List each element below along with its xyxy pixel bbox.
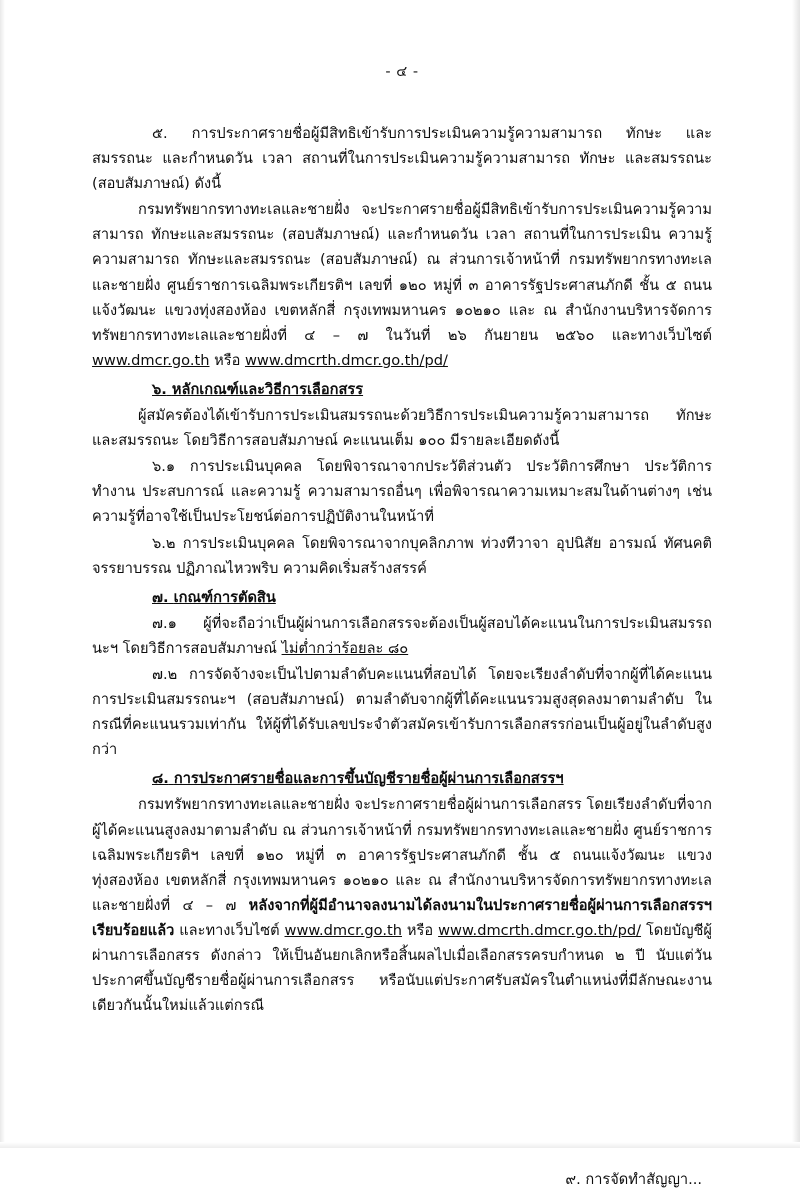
section-7-item-1-underlined: ไม่ต่ำกว่าร้อยละ ๘๐ (281, 639, 409, 657)
footer-note: ๙. การจัดทำสัญญา... (565, 1171, 702, 1189)
section-7-heading-text: เกณฑ์การตัดสิน (173, 588, 276, 606)
dmcr-link-2[interactable]: www.dmcr.go.th (284, 921, 402, 939)
section-8-heading-text: การประกาศรายชื่อและการขึ้นบัญชีรายชื่อผู้ผ่านการเลือกสรรฯ (173, 770, 564, 788)
section-7-item-1-text: ๗.๑ ผู้ที่จะถือว่าเป็นผู้ผ่านการเลือกสรรจะต้องเป็นผู้สอบได้คะแนนในการประเมินสมรรถนะฯ โดยวิธีการสอบสัมภาษณ์ (92, 614, 712, 657)
document-content (92, 60, 712, 1191)
section-8 (92, 766, 712, 1018)
section-7-item-1 (92, 611, 712, 661)
dmcrth-link-2[interactable]: www.dmcrth.dmcr.go.th/pd/ (438, 921, 642, 939)
link-conjunction-1: หรือ (209, 351, 245, 369)
link-conjunction-2: หรือ (401, 921, 439, 939)
page-number: - ๔ - (385, 64, 419, 80)
section-7-number: ๗. (152, 588, 169, 606)
section-8-bold-clause: หลังจากที่ผู้มีอำนาจลงนามได้ลงนามในประกาศรายชื่อผู้ผ่านการเลือกสรรฯ เรียบร้อยแล้ว (92, 896, 712, 939)
dmcrth-link-1[interactable]: www.dmcrth.dmcr.go.th/pd/ (244, 351, 448, 369)
section-7 (92, 585, 712, 763)
section-8-body-part-c: โดยบัญชีผู้ผ่านการเลือกสรร ดังกล่าว ให้เป็นอันยกเลิกหรือสิ้นผลไปเมื่อเลือกสรรครบกำหนด ๒ ปี นับแต่วันประกาศขึ้นบัญชีรายชื่อผู้ผ่านการเลือกสรร หรือนับแต่ประกาศรับสมัครในตำแหน่งที่มีลักษณะงานเดียวกันนั้นใหม่แล้วแต่กรณี (92, 921, 712, 1015)
section-6-intro: ผู้สมัครต้องได้เข้ารับการประเมินสมรรถนะด้วยวิธีการประเมินความรู้ความสามารถ ทักษะ และสมรรถนะ โดยวิธีการสอบสัมภาษณ์ คะแนนเต็ม ๑๐๐ มีรายละเอียดดังนี้ (92, 407, 712, 450)
section-5-body-text: กรมทรัพยากรทางทะเลและชายฝั่ง จะประกาศรายชื่อผู้มีสิทธิเข้ารับการประเมินความรู้ความสามารถ ทักษะและสมรรถนะ (สอบสัมภาษณ์) และกำหนดวัน เวลา สถานที่ในการประเมิน ความรู้ความสามารถ ทักษะและสมรรถนะ (สอบสัมภาษณ์) ณ ส่วนการเจ้าหน้าที่ กรมทรัพยากรทางทะเลและชายฝั่ง ศูนย์ราชการเฉลิมพระเกียรติฯ เลขที่ ๑๒๐ หมู่ที่ ๓ อาคารรัฐประศาสนภักดี ชั้น ๕ ถนนแจ้งวัฒนะ แขวงทุ่งสองห้อง เขตหลักสี่ กรุงเทพมหานคร ๑๐๒๑๐ และ ณ สำนักงานบริหารจัดการทรัพยากรทางทะเลและชายฝั่งที่ ๔ – ๗ ในวันที่ ๒๖ กันยายน ๒๕๖๐ และทางเว็บไซต์ (92, 201, 712, 344)
section-6-item-1: ๖.๑ การประเมินบุคคล โดยพิจารณาจากประวัติส่วนตัว ประวัติการศึกษา ประวัติการทำงาน ประสบการณ์ และความรู้ ความสามารถอื่นๆ เพื่อพิจารณาความเหมาะสมในด้านต่างๆ เช่น ความรู้ที่อาจใช้เป็นประโยชน์ต่อการปฏิบัติงานในหน้าที่ (92, 458, 712, 526)
section-7-item-2: ๗.๒ การจัดจ้างจะเป็นไปตามลำดับคะแนนที่สอบได้ โดยจะเรียงลำดับที่จากผู้ที่ได้คะแนนการประเมินสมรรถนะฯ (สอบสัมภาษณ์) ตามลำดับจากผู้ที่ได้คะแนนรวมสูงสุดลงมาตามลำดับ ในกรณีที่คะแนนรวมเท่ากัน ให้ผู้ที่ได้รับเลขประจำตัวสมัครเข้ารับการเลือกสรรก่อนเป็นผู้อยู่ในลำดับสูงกว่า (92, 665, 712, 759)
scan-edge-left (0, 0, 5, 1148)
section-7-heading (92, 585, 712, 610)
section-6-number: ๖. (152, 380, 167, 398)
section-5-number: ๕. (152, 125, 168, 142)
section-5-heading (92, 121, 712, 196)
section-6-heading-text: หลักเกณฑ์และวิธีการเลือกสรร (171, 380, 364, 398)
dmcr-link-1[interactable]: www.dmcr.go.th (92, 351, 210, 369)
section-8-body (92, 792, 712, 1018)
scan-edge-right (792, 0, 800, 1148)
section-8-heading (92, 766, 712, 791)
section-5-body (92, 197, 712, 373)
section-5 (92, 121, 712, 373)
section-6-heading (92, 377, 712, 402)
section-8-body-part-b: และทางเว็บไซต์ (174, 921, 285, 939)
section-6 (92, 377, 712, 581)
section-6-item-2: ๖.๒ การประเมินบุคคล โดยพิจารณาจากบุคลิกภาพ ท่วงทีวาจา อุปนิสัย อารมณ์ ทัศนคติ จรรยาบรรณ ปฏิภาณไหวพริบ ความคิดเริ่มสร้างสรรค์ (92, 534, 712, 577)
section-5-heading-text: การประกาศรายชื่อผู้มีสิทธิเข้ารับการประเมินความรู้ความสามารถ ทักษะ และสมรรถนะ และกำหนดวัน เวลา สถานที่ในการประเมินความรู้ความสามารถ ทักษะ และสมรรถนะ (สอบสัมภาษณ์) ดังนี้ (92, 125, 712, 193)
section-8-number: ๘. (152, 770, 169, 788)
section-8-body-part-a: กรมทรัพยากรทางทะเลและชายฝั่ง จะประกาศรายชื่อผู้ผ่านการเลือกสรร โดยเรียงลำดับที่จากผู้ได้คะแนนสูงลงมาตามลำดับ ณ ส่วนการเจ้าหน้าที่ กรมทรัพยากรทางทะเลและชายฝั่ง ศูนย์ราชการเฉลิมพระเกียรติฯ เลขที่ ๑๒๐ หมู่ที่ ๓ อาคารรัฐประศาสนภักดี ชั้น ๕ ถนนแจ้งวัฒนะ แขวงทุ่งสองห้อง เขตหลักสี่ กรุงเทพมหานคร ๑๐๒๑๐ และ ณ สำนักงานบริหารจัดการทรัพยากรทางทะเลและชายฝั่งที่ ๔ – ๗ (92, 796, 712, 914)
